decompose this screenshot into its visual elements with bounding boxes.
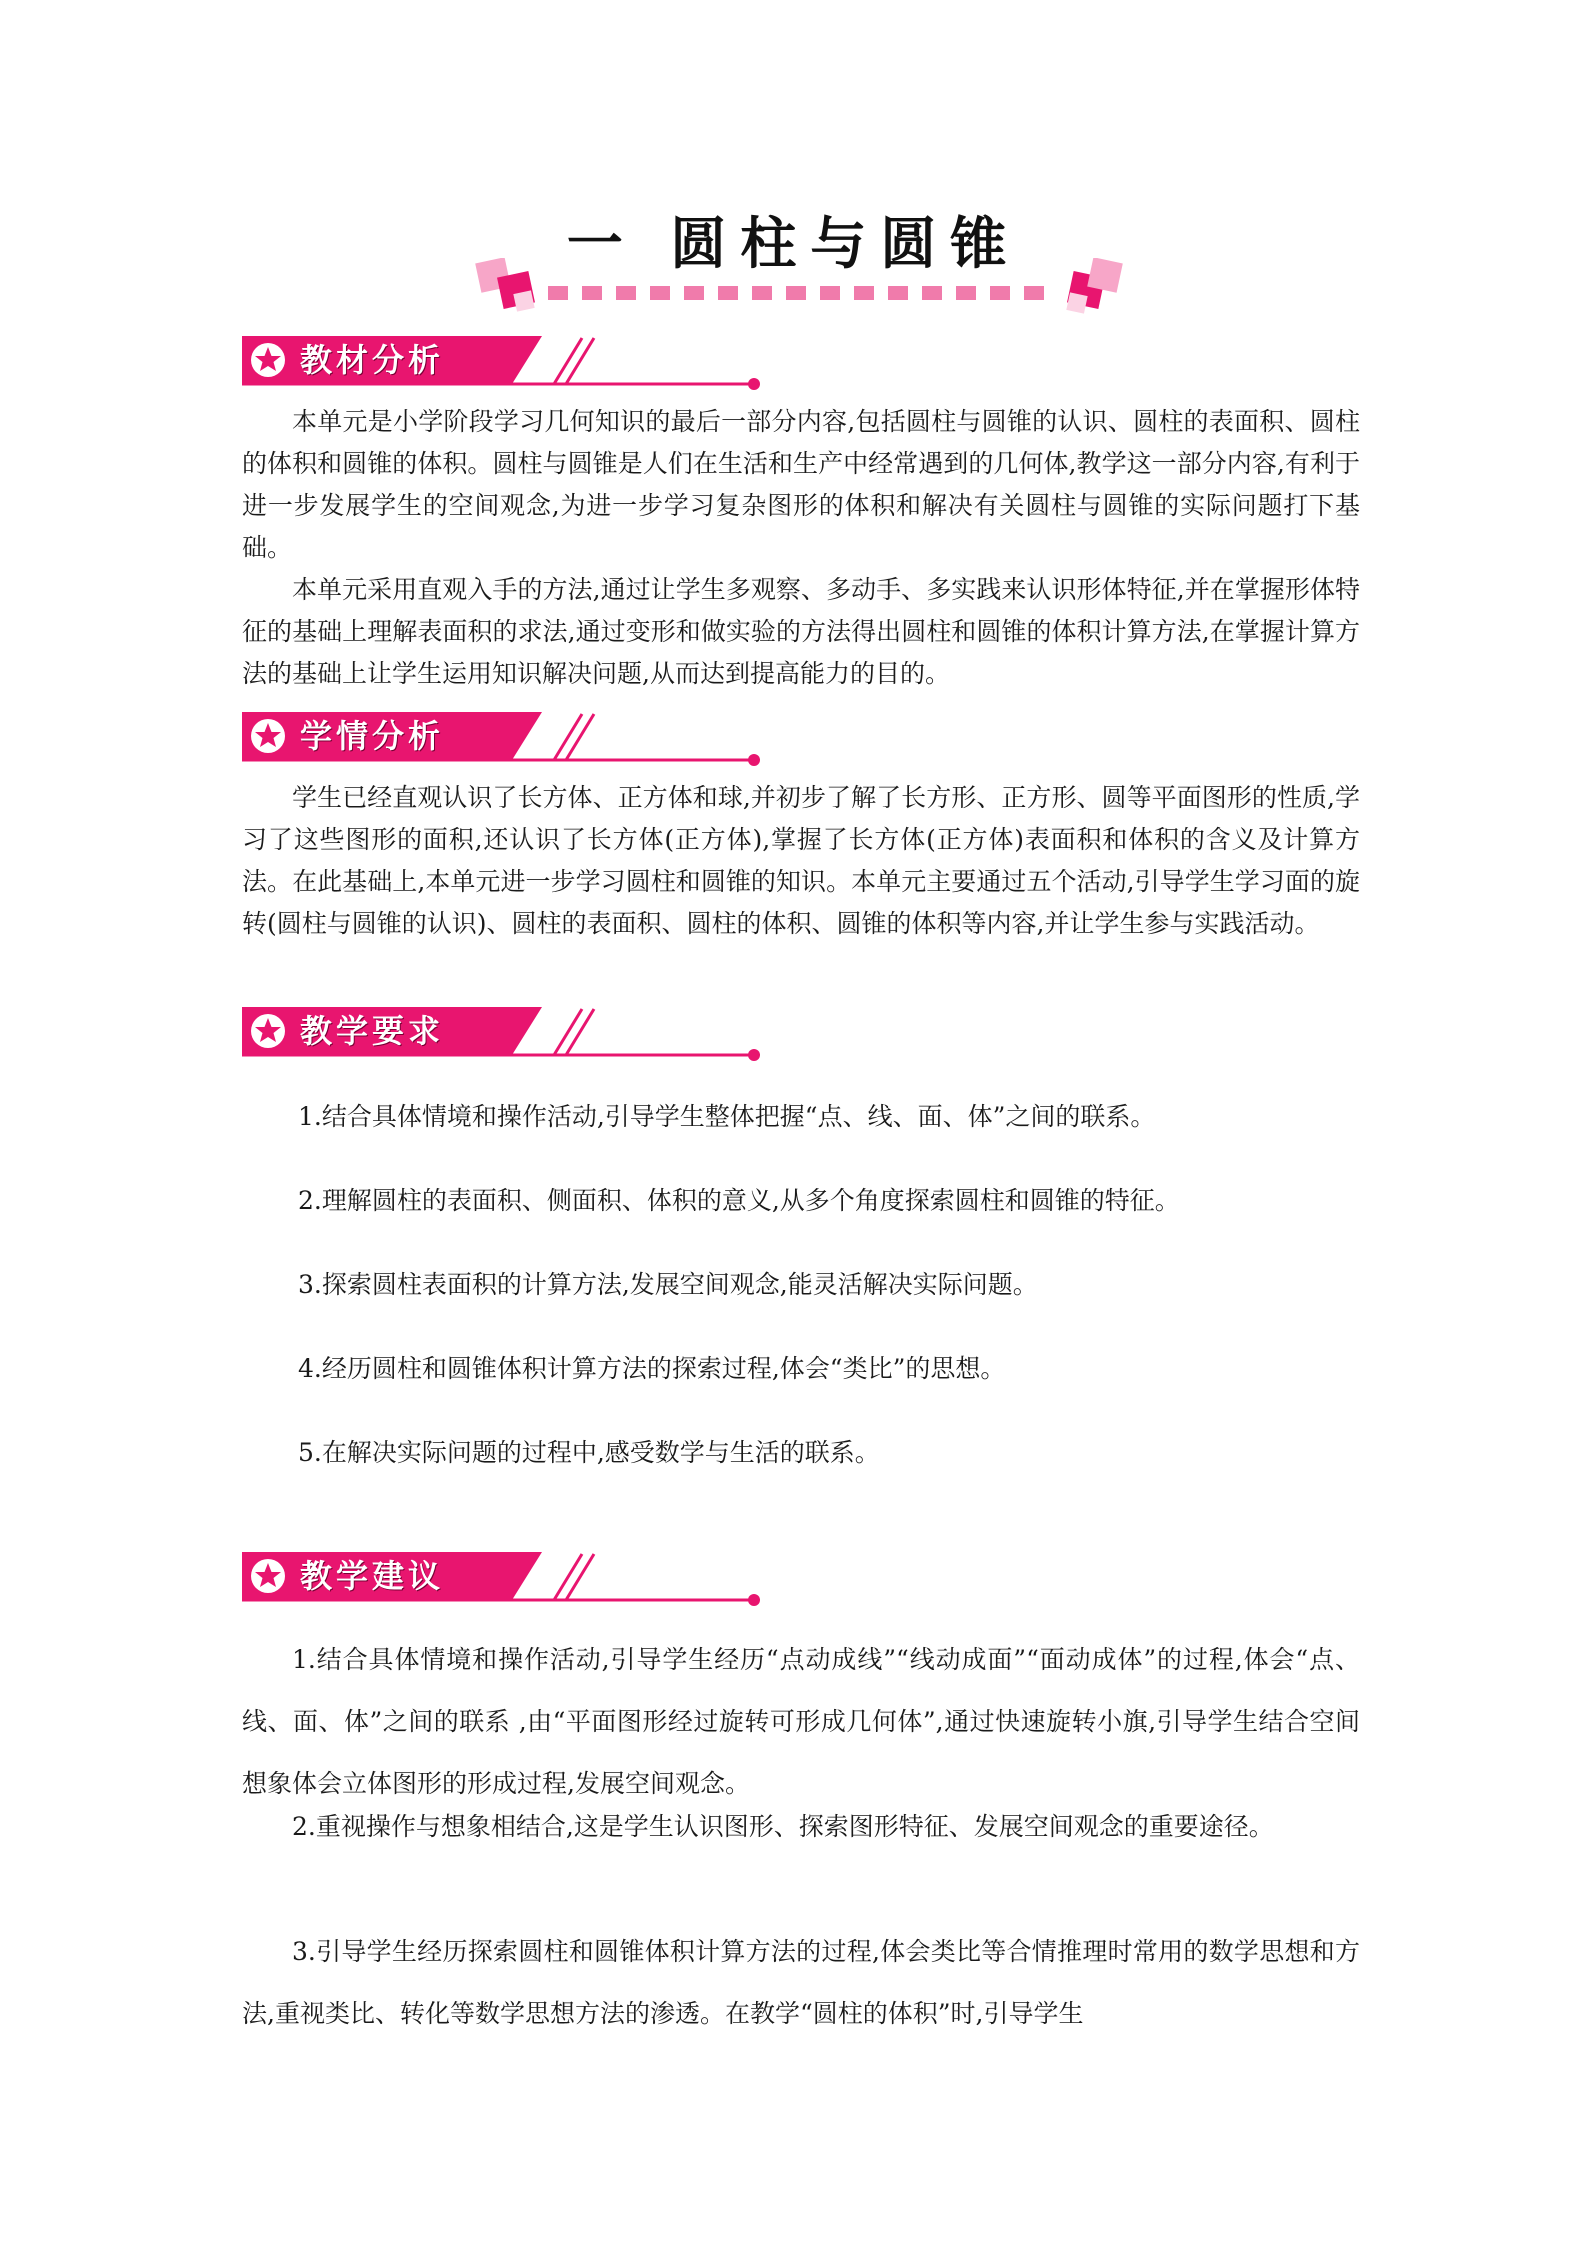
suggestion-paragraph-2: 2.重视操作与想象相结合,这是学生认识图形、探索图形特征、发展空间观念的重要途径。 (292, 1812, 1274, 1841)
title-decoration (470, 258, 1130, 328)
section-title: 学情分析 (300, 717, 445, 755)
suggestion-paragraph-1: 1.结合具体情境和操作活动,引导学生经历“点动成线”“线动成面”“面动成体”的过程,体会“点、线、面、体”之间的联系 ,由“平面图形经过旋转可形成几何体”,通过快速旋转小旗,引导学生结合空间想象体会立体图形的形成过程,发展空间观念。 (242, 1645, 1360, 1798)
section-title: 教学建议 (300, 1557, 445, 1595)
section-title: 教材分析 (300, 341, 445, 379)
suggestion-paragraph-3: 3.引导学生经历探索圆柱和圆锥体积计算方法的过程,体会类比等合情推理时常用的数学思想和方法,重视类比、转化等数学思想方法的渗透。在教学“圆柱的体积”时,引导学生 (242, 1937, 1360, 2028)
chapter-title: 一 圆柱与圆锥 (566, 212, 1021, 277)
section-header-suggestions (242, 1552, 762, 1612)
section-header-requirements (242, 1007, 762, 1067)
analysis-paragraph-1: 本单元是小学阶段学习几何知识的最后一部分内容,包括圆柱与圆锥的认识、圆柱的表面积、圆柱的体积和圆锥的体积。圆柱与圆锥是人们在生活和生产中经常遇到的几何体,教学这一部分内容,有利于进一步发展学生的空间观念,为进一步学习复杂图形的体积和解决有关圆柱与圆锥的实际问题打下基础。 (242, 407, 1360, 562)
section-title: 教学要求 (300, 1012, 445, 1050)
requirement-item: 4.经历圆柱和圆锥体积计算方法的探索过程,体会“类比”的思想。 (298, 1354, 1006, 1383)
section-header-students (242, 712, 762, 772)
requirement-item: 3.探索圆柱表面积的计算方法,发展空间观念,能灵活解决实际问题。 (298, 1270, 1038, 1299)
requirement-item: 2.理解圆柱的表面积、侧面积、体积的意义,从多个角度探索圆柱和圆锥的特征。 (298, 1186, 1180, 1215)
students-paragraph-1: 学生已经直观认识了长方体、正方体和球,并初步了解了长方形、正方形、圆等平面图形的性质,学习了这些图形的面积,还认识了长方体(正方体),掌握了长方体(正方体)表面积和体积的含义及计算方法。在此基础上,本单元进一步学习圆柱和圆锥的知识。本单元主要通过五个活动,引导学生学习面的旋转(圆柱与圆锥的认识)、圆柱的表面积、圆柱的体积、圆锥的体积等内容,并让学生参与实践活动。 (242, 783, 1360, 938)
section-header-analysis (242, 336, 762, 396)
requirement-item: 1.结合具体情境和操作活动,引导学生整体把握“点、线、面、体”之间的联系。 (298, 1102, 1156, 1131)
requirement-item: 5.在解决实际问题的过程中,感受数学与生活的联系。 (298, 1438, 880, 1467)
analysis-paragraph-2: 本单元采用直观入手的方法,通过让学生多观察、多动手、多实践来认识形体特征,并在掌握形体特征的基础上理解表面积的求法,通过变形和做实验的方法得出圆柱和圆锥的体积计算方法,在掌握计算方法的基础上让学生运用知识解决问题,从而达到提高能力的目的。 (242, 575, 1360, 688)
